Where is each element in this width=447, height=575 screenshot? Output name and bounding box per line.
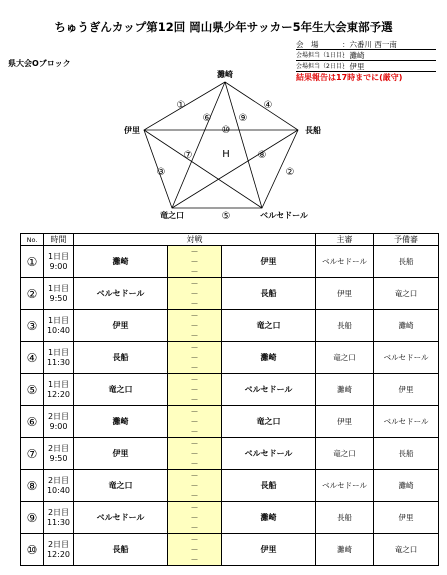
report-deadline-note: 結果報告は17時までに(厳守) <box>296 73 403 82</box>
referee: ベルセドール <box>316 246 374 278</box>
referee: 竜之口 <box>316 342 374 374</box>
match-number: ① <box>21 246 44 278</box>
match-time <box>44 438 74 470</box>
score-separator: － <box>190 416 199 426</box>
match-number: ⑨ <box>21 502 44 534</box>
score-separator: － <box>190 330 199 340</box>
sub-referee: 伊里 <box>374 374 439 406</box>
home-team: 長船 <box>74 342 168 374</box>
home-team: 長船 <box>74 534 168 566</box>
kickoff-time: 10:40 <box>46 485 71 495</box>
kickoff-time: 9:50 <box>49 453 68 463</box>
venue-label: 会 場 <box>296 40 319 49</box>
team-top: 灘崎 <box>217 70 233 79</box>
match-day: 2日目 <box>47 411 70 421</box>
away-team: 灘崎 <box>222 502 316 534</box>
away-team: ベルセドール <box>222 438 316 470</box>
referee: ベルセドール <box>316 470 374 502</box>
table-row <box>21 438 439 470</box>
home-team: 灘崎 <box>74 406 168 438</box>
match-day: 2日目 <box>47 443 70 453</box>
line-right-bottomleft <box>172 130 298 208</box>
match-time <box>44 406 74 438</box>
table-row <box>21 310 439 342</box>
away-team: 伊里 <box>222 534 316 566</box>
score-separator: － <box>190 406 199 416</box>
match-number: ⑦ <box>21 438 44 470</box>
referee: 伊里 <box>316 406 374 438</box>
score-separator: － <box>190 490 199 500</box>
referee: 長船 <box>316 502 374 534</box>
away-team: 灘崎 <box>222 342 316 374</box>
kickoff-time: 9:00 <box>49 261 68 271</box>
table-row <box>21 374 439 406</box>
away-team: 長船 <box>222 470 316 502</box>
score-separator: － <box>190 266 199 276</box>
table-row <box>21 470 439 502</box>
edge-number-9: ⑨ <box>238 113 248 124</box>
sub-referee: 伊里 <box>374 502 439 534</box>
day2-value: ：伊里 <box>342 62 365 71</box>
table-row <box>21 246 439 278</box>
kickoff-time: 11:30 <box>46 357 71 367</box>
edge-number-1: ① <box>176 100 186 111</box>
table-header-row <box>21 234 439 246</box>
kickoff-time: 12:20 <box>46 389 71 399</box>
match-time <box>44 246 74 278</box>
edge-number-4: ④ <box>263 100 273 111</box>
match-day: 1日目 <box>47 283 70 293</box>
score-separator: － <box>190 394 199 404</box>
score-cell <box>168 374 222 406</box>
header-time: 時間 <box>44 234 74 246</box>
header-match: 対戦 <box>74 234 316 246</box>
page-title: ちゅうぎんカップ第12回 岡山県少年サッカー5年生大会東部予選 <box>54 20 393 34</box>
sub-referee: ベルセドール <box>374 406 439 438</box>
score-separator: － <box>190 320 199 330</box>
kickoff-time: 9:50 <box>49 293 68 303</box>
match-time <box>44 502 74 534</box>
match-time <box>44 342 74 374</box>
score-separator: － <box>190 298 199 308</box>
score-cell <box>168 246 222 278</box>
home-team: 伊里 <box>74 310 168 342</box>
score-separator: － <box>190 502 199 512</box>
score-separator: － <box>190 246 199 256</box>
sub-referee: 長船 <box>374 438 439 470</box>
match-time <box>44 470 74 502</box>
edge-number-8: ⑧ <box>257 150 267 161</box>
match-number: ⑧ <box>21 470 44 502</box>
away-team: 竜之口 <box>222 406 316 438</box>
table-row <box>21 534 439 566</box>
match-schedule-table <box>20 233 439 566</box>
home-team: 竜之口 <box>74 374 168 406</box>
referee: 竜之口 <box>316 438 374 470</box>
team-bottom-left: 竜之口 <box>160 211 184 220</box>
score-separator: － <box>190 288 199 298</box>
home-team: 灘崎 <box>74 246 168 278</box>
score-cell <box>168 438 222 470</box>
score-cell <box>168 470 222 502</box>
header-sub-referee: 予備審 <box>374 234 439 246</box>
day2-label: 会場担当（2日目） <box>296 63 348 70</box>
table-row <box>21 342 439 374</box>
score-separator: － <box>190 362 199 372</box>
score-separator: － <box>190 458 199 468</box>
match-day: 1日目 <box>47 315 70 325</box>
score-separator: － <box>190 342 199 352</box>
score-separator: － <box>190 448 199 458</box>
edge-number-6: ⑥ <box>202 113 212 124</box>
score-separator: － <box>190 256 199 266</box>
sub-referee: 竜之口 <box>374 278 439 310</box>
score-separator: － <box>190 384 199 394</box>
edge-number-10: ⑩ <box>221 125 231 136</box>
score-separator: － <box>190 544 199 554</box>
score-cell <box>168 502 222 534</box>
score-separator: － <box>190 426 199 436</box>
match-time <box>44 278 74 310</box>
away-team: ベルセドール <box>222 374 316 406</box>
match-day: 1日目 <box>47 379 70 389</box>
match-number: ② <box>21 278 44 310</box>
team-right: 長船 <box>305 126 321 135</box>
kickoff-time: 11:30 <box>46 517 71 527</box>
score-cell <box>168 406 222 438</box>
table-row <box>21 278 439 310</box>
away-team: 伊里 <box>222 246 316 278</box>
score-cell <box>168 342 222 374</box>
match-number: ⑤ <box>21 374 44 406</box>
referee: 灘崎 <box>316 534 374 566</box>
match-time <box>44 310 74 342</box>
block-name: 県大会Oブロック <box>8 59 71 68</box>
match-day: 2日目 <box>47 539 70 549</box>
match-day: 1日目 <box>47 347 70 357</box>
center-label: H <box>222 149 230 160</box>
match-number: ③ <box>21 310 44 342</box>
league-diagram <box>0 0 447 232</box>
team-left: 伊里 <box>124 126 140 135</box>
home-team: ベルセドール <box>74 278 168 310</box>
home-team: 伊里 <box>74 438 168 470</box>
edge-number-3: ③ <box>156 167 166 178</box>
score-separator: － <box>190 534 199 544</box>
edge-number-7: ⑦ <box>183 150 193 161</box>
edge-number-5: ⑤ <box>221 211 231 222</box>
kickoff-time: 10:40 <box>46 325 71 335</box>
home-team: 竜之口 <box>74 470 168 502</box>
referee: 長船 <box>316 310 374 342</box>
team-bottom-right: ベルセドール <box>260 211 308 220</box>
day1-value: ：灘崎 <box>342 51 365 60</box>
score-separator: － <box>190 278 199 288</box>
kickoff-time: 12:20 <box>46 549 71 559</box>
match-day: 1日目 <box>47 251 70 261</box>
match-number: ⑩ <box>21 534 44 566</box>
match-time <box>44 534 74 566</box>
match-day: 2日目 <box>47 475 70 485</box>
sub-referee: ベルセドール <box>374 342 439 374</box>
match-time <box>44 374 74 406</box>
score-separator: － <box>190 470 199 480</box>
table-row <box>21 502 439 534</box>
match-number: ⑥ <box>21 406 44 438</box>
sub-referee: 長船 <box>374 246 439 278</box>
sub-referee: 竜之口 <box>374 534 439 566</box>
sub-referee: 灘崎 <box>374 470 439 502</box>
kickoff-time: 9:00 <box>49 421 68 431</box>
score-separator: － <box>190 512 199 522</box>
away-team: 長船 <box>222 278 316 310</box>
match-day: 2日目 <box>47 507 70 517</box>
referee: 灘崎 <box>316 374 374 406</box>
score-separator: － <box>190 374 199 384</box>
sub-referee: 灘崎 <box>374 310 439 342</box>
home-team: ベルセドール <box>74 502 168 534</box>
score-separator: － <box>190 310 199 320</box>
score-separator: － <box>190 480 199 490</box>
venue-value: ：六番川 西一南 <box>342 40 397 49</box>
score-separator: － <box>190 438 199 448</box>
header-referee: 主審 <box>316 234 374 246</box>
line-top-bottomright <box>225 82 262 208</box>
score-separator: － <box>190 522 199 532</box>
score-cell <box>168 534 222 566</box>
score-separator: － <box>190 352 199 362</box>
match-number: ④ <box>21 342 44 374</box>
score-cell <box>168 310 222 342</box>
score-cell <box>168 278 222 310</box>
referee: 伊里 <box>316 278 374 310</box>
away-team: 竜之口 <box>222 310 316 342</box>
score-separator: － <box>190 554 199 564</box>
header-no: No. <box>21 234 44 246</box>
edge-number-2: ② <box>285 167 295 178</box>
table-row <box>21 406 439 438</box>
day1-label: 会場担当（1日目） <box>296 52 348 59</box>
